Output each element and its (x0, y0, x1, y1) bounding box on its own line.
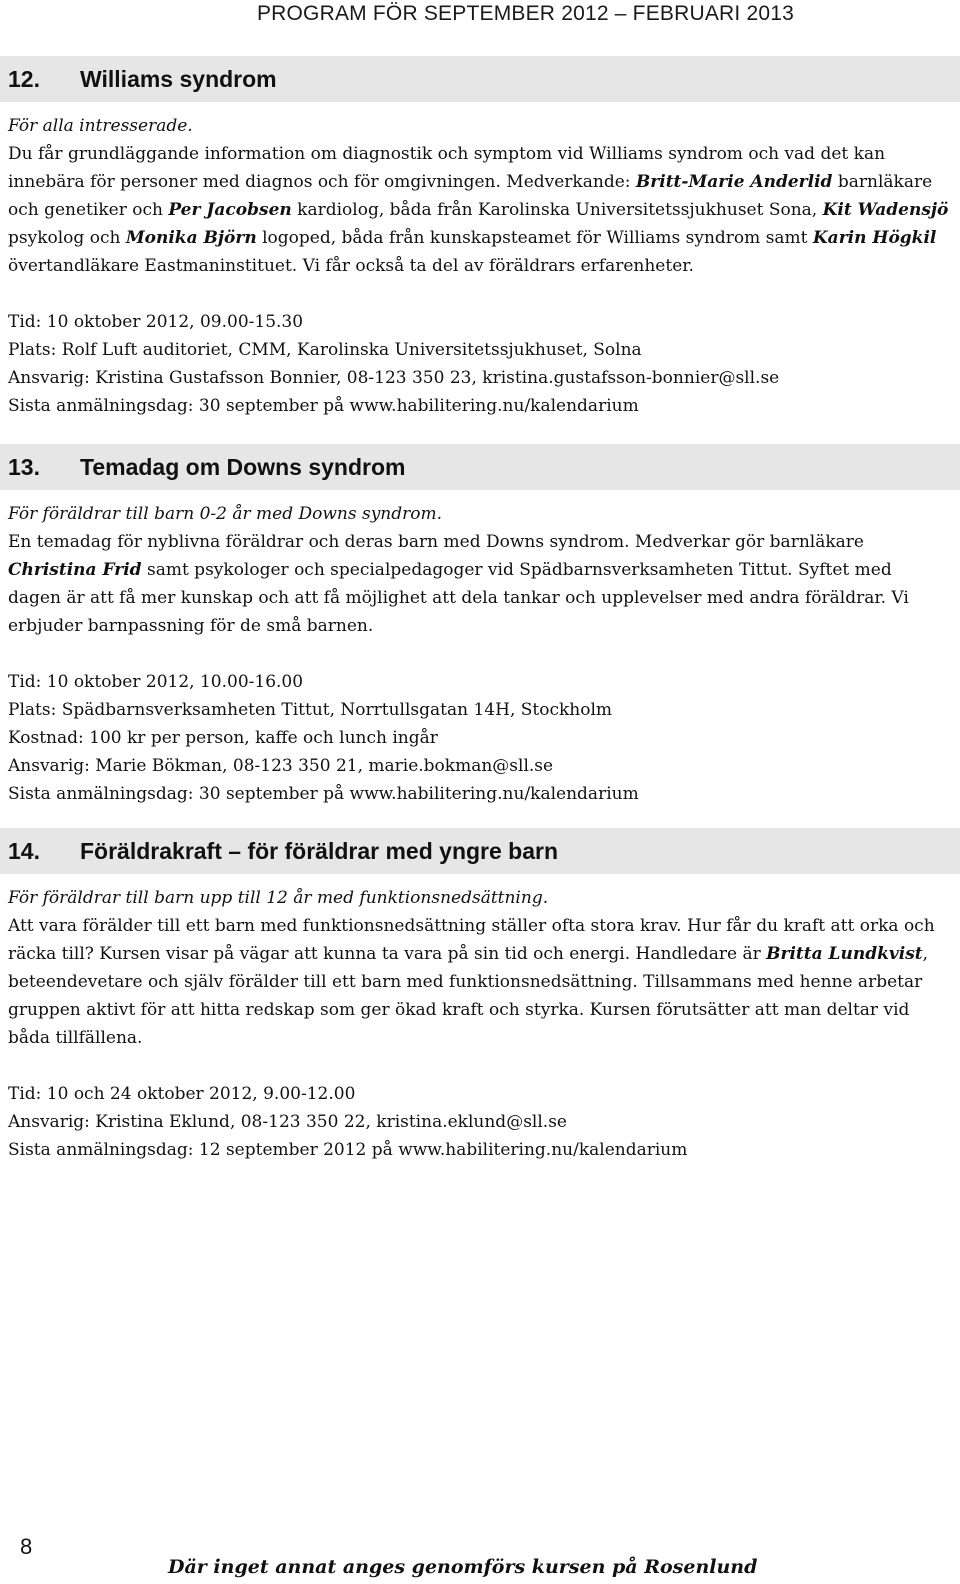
section-number: 12. (8, 65, 40, 92)
section-heading (0, 828, 960, 874)
section-heading (0, 56, 960, 102)
course-section-12 (0, 56, 960, 420)
presenter-name: Christina Frid (8, 560, 142, 580)
course-section-14 (0, 828, 960, 1164)
event-cost: Kostnad: 100 kr per person, kaffe och lunch ingår (8, 728, 438, 748)
event-time: Tid: 10 och 24 oktober 2012, 9.00-12.00 (8, 1084, 356, 1104)
section-heading (0, 444, 960, 490)
presenter-name: Per Jacobsen (168, 200, 292, 220)
event-time: Tid: 10 oktober 2012, 10.00-16.00 (8, 672, 304, 692)
presenter-name: Monika Björn (125, 228, 257, 248)
description: Du får grundläggande information om diagnostik och symptom vid Williams syndrom och vad det kan innebära för personer med diagnos och för omgivningen. Medverkande: Britt-Marie Anderlid barnläkare och genetiker och Per Jacobsen kardiolog, båda från Karolinska Universitetssjukhuset Sona, Kit Wadensjö psykolog och Monika Björn logoped, båda från kunskapsteamet för Williams syndrom samt Karin Högkil övertandläkare Eastmaninstituet. Vi får också ta del av föräldrars erfarenheter. (8, 144, 949, 276)
target-audience: För föräldrar till barn 0-2 år med Downs syndrom. (8, 504, 443, 524)
description: En temadag för nyblivna föräldrar och deras barn med Downs syndrom. Medverkar gör barnläkare Christina Frid samt psykologer och specialpedagoger vid Spädbarnsverksamheten Tittut. Syftet med dagen är att få mer kunskap och att få möjlighet att dela tankar och upplevelser med andra föräldrar. Vi erbjuder barnpassning för de små barnen. (8, 532, 909, 636)
course-section-13 (0, 444, 960, 808)
section-title: Temadag om Downs syndrom (80, 453, 406, 480)
footer-note: Där inget annat anges genomförs kursen på Rosenlund (168, 1556, 758, 1578)
registration-deadline: Sista anmälningsdag: 12 september 2012 på www.habilitering.nu/kalendarium (8, 1140, 688, 1160)
registration-deadline: Sista anmälningsdag: 30 september på www.habilitering.nu/kalendarium (8, 396, 639, 416)
section-number: 13. (8, 453, 40, 480)
target-audience: För alla intresserade. (8, 116, 193, 136)
target-audience: För föräldrar till barn upp till 12 år med funktionsnedsättning. (8, 888, 549, 908)
presenter-name: Kit Wadensjö (822, 200, 949, 220)
registration-deadline: Sista anmälningsdag: 30 september på www.habilitering.nu/kalendarium (8, 784, 639, 804)
presenter-name: Britt-Marie Anderlid (635, 172, 833, 192)
section-number: 14. (8, 837, 40, 864)
event-place: Plats: Spädbarnsverksamheten Tittut, Norrtullsgatan 14H, Stockholm (8, 700, 613, 720)
section-body (0, 874, 960, 1164)
running-header: PROGRAM FÖR SEPTEMBER 2012 – FEBRUARI 2013 (256, 2, 794, 25)
section-title: Williams syndrom (80, 65, 277, 92)
event-time: Tid: 10 oktober 2012, 09.00-15.30 (8, 312, 304, 332)
presenter-name: Karin Högkil (812, 228, 937, 248)
event-contact: Ansvarig: Kristina Eklund, 08-123 350 22, kristina.eklund@sll.se (8, 1112, 567, 1132)
event-contact: Ansvarig: Marie Bökman, 08-123 350 21, marie.bokman@sll.se (8, 756, 554, 776)
event-contact: Ansvarig: Kristina Gustafsson Bonnier, 08-123 350 23, kristina.gustafsson-bonnier@sll.se (8, 368, 780, 388)
section-body (0, 490, 960, 808)
event-place: Plats: Rolf Luft auditoriet, CMM, Karolinska Universitetssjukhuset, Solna (8, 340, 642, 360)
description: Att vara förälder till ett barn med funktionsnedsättning ställer ofta stora krav. Hur får du kraft att orka och räcka till? Kursen visar på vägar att kunna ta vara på sin tid och energi. Handledare är Britta Lundkvist, beteendevetare och själv förälder till ett barn med funktionsnedsättning. Tillsammans med henne arbetar gruppen aktivt för att hitta redskap som ger ökad kraft och styrka. Kursen förutsätter att man deltar vid båda tillfällena. (8, 916, 935, 1048)
page-number: 8 (20, 1534, 33, 1559)
section-title: Föräldrakraft – för föräldrar med yngre barn (80, 837, 559, 864)
section-body (0, 102, 960, 420)
presenter-name: Britta Lundkvist (766, 944, 923, 964)
